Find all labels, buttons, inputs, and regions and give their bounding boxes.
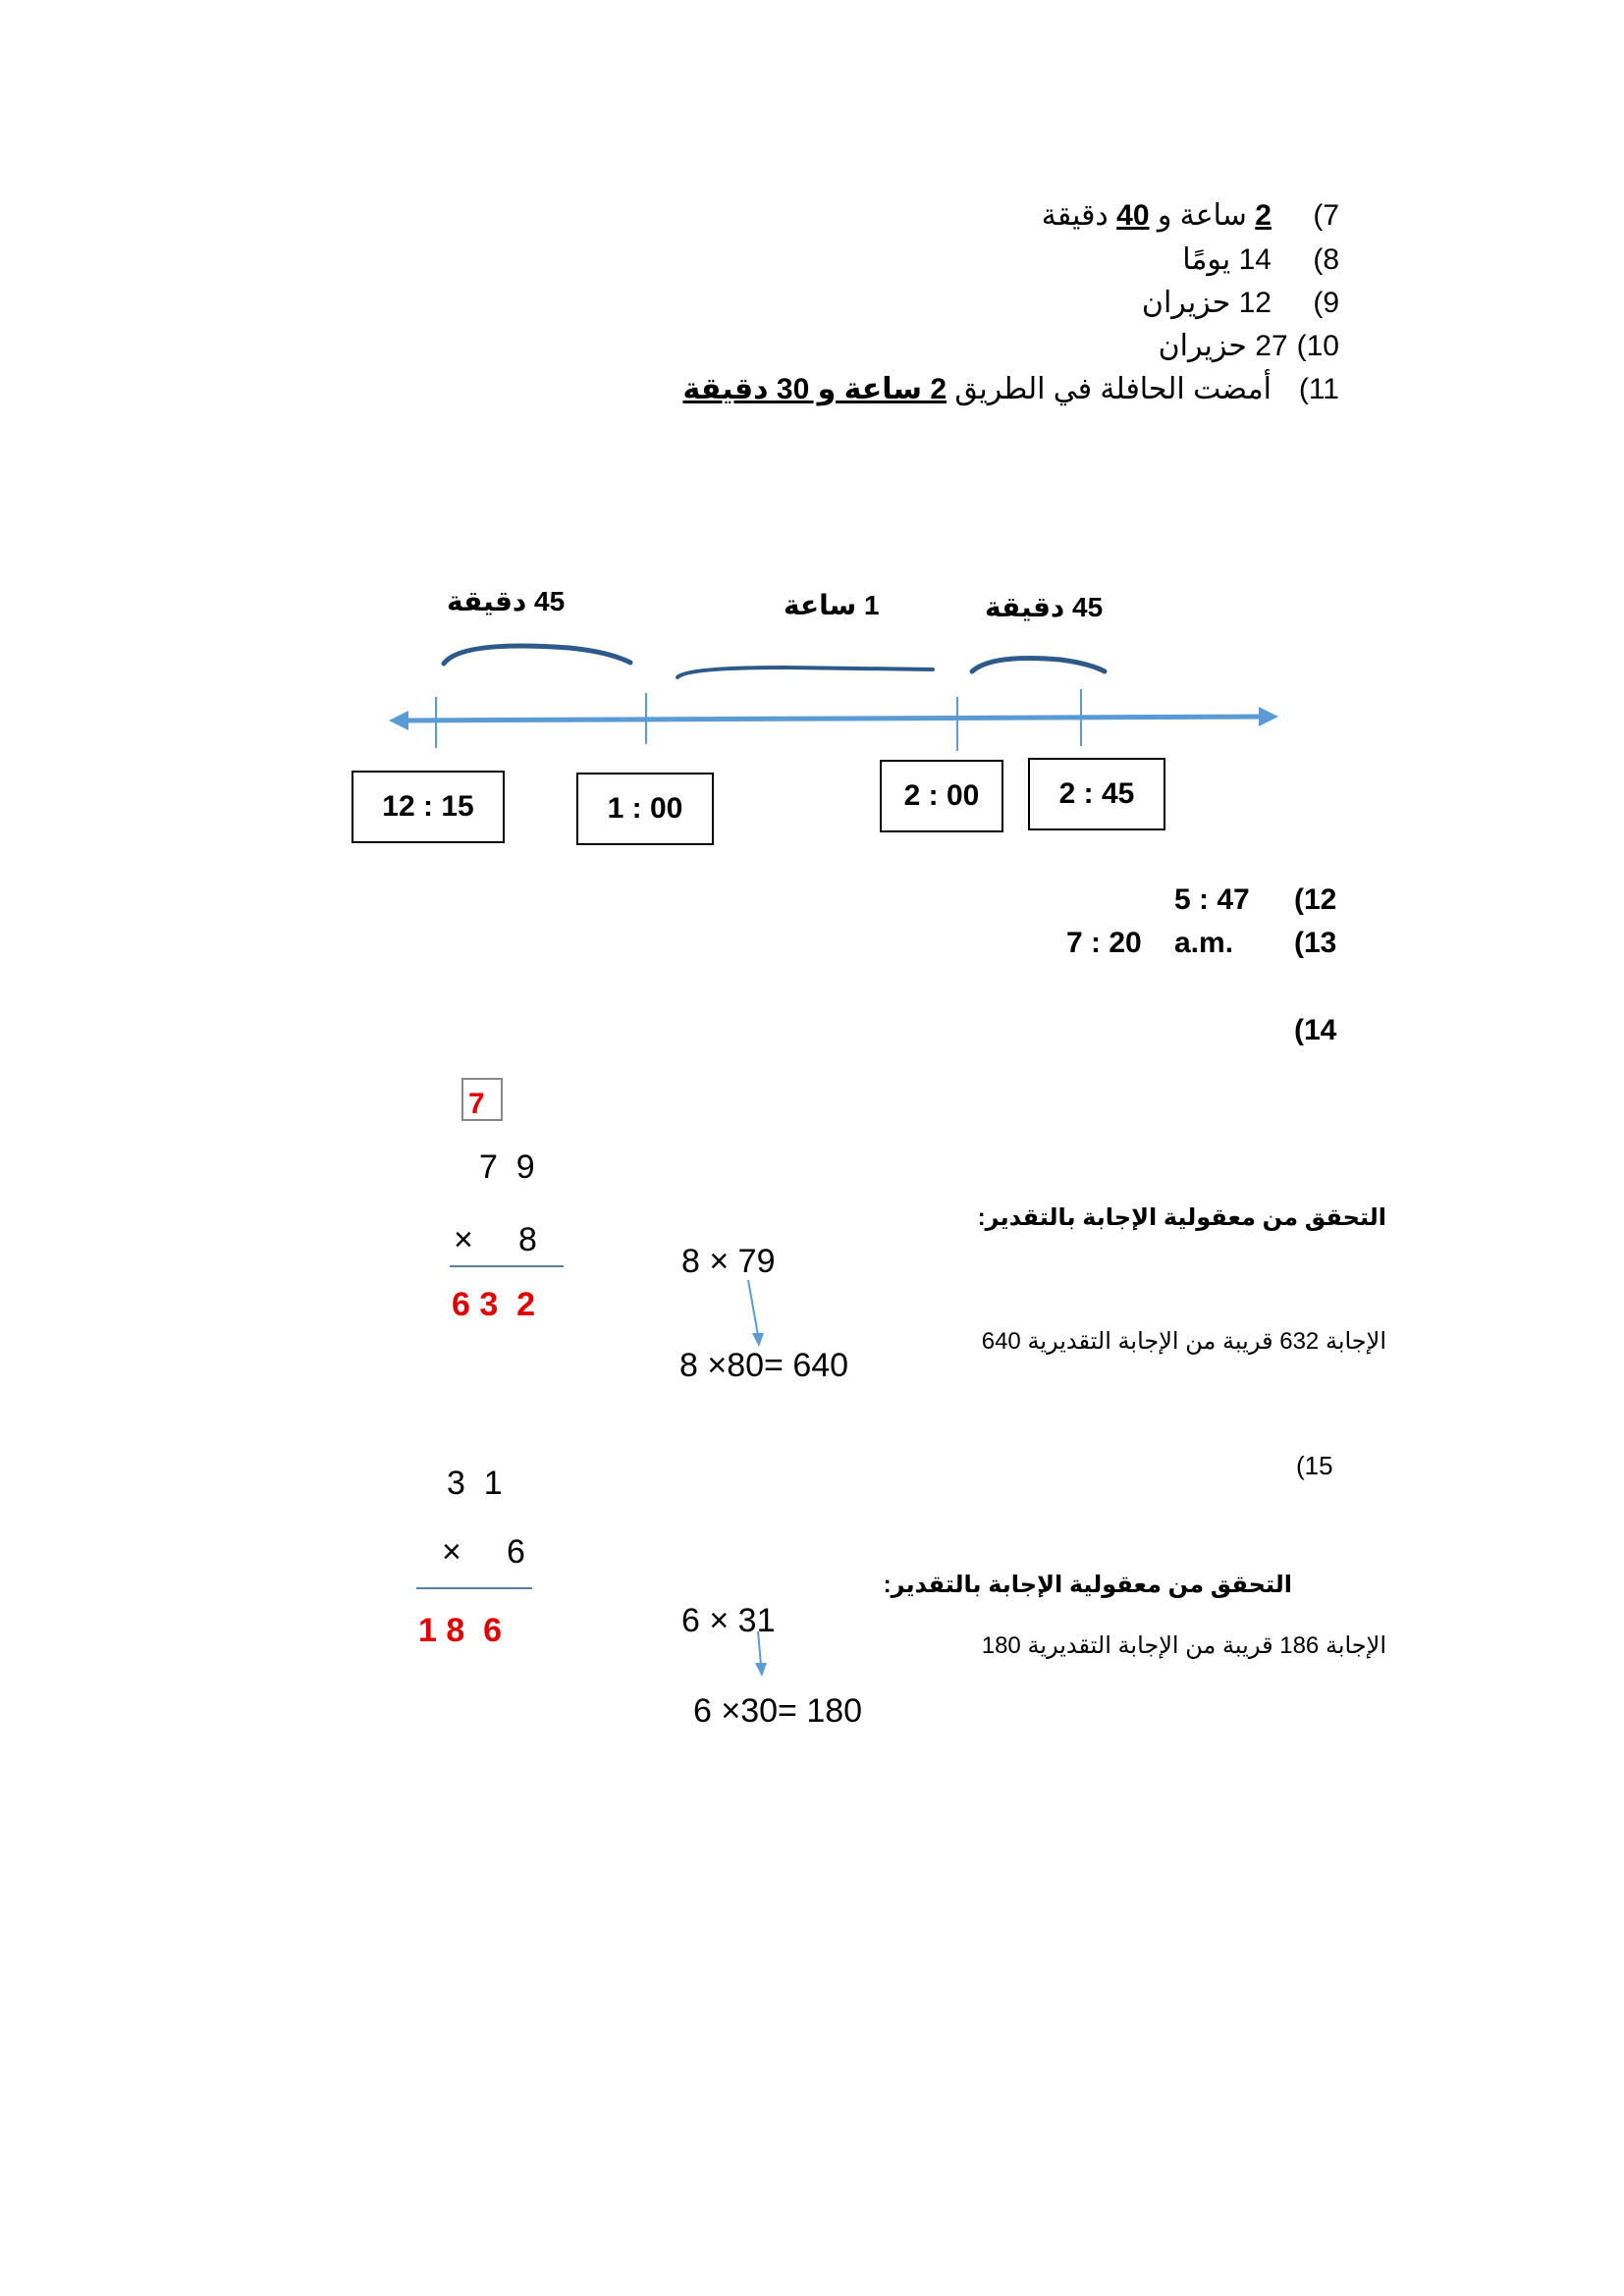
- right-arrowhead: [1259, 707, 1278, 726]
- time-box-1215: 12 : 15: [352, 771, 505, 843]
- answer-text: 27 حزيران: [1158, 330, 1288, 362]
- q14-number: (14: [1294, 1014, 1337, 1046]
- answer-highlight: 2 ساعة و 30 دقيقة: [682, 373, 947, 405]
- q14-bottom-number: 8: [518, 1221, 537, 1258]
- number-line: [401, 717, 1267, 721]
- q14-result: 6 3 2: [452, 1286, 536, 1323]
- q15-estimate-arrow: [736, 1629, 795, 1684]
- q15-estimate-expression: 6 × 31: [681, 1602, 776, 1639]
- item-number: 8): [1313, 243, 1339, 276]
- item-number: 9): [1313, 287, 1339, 319]
- q14-estimate-expression: 8 × 79: [681, 1243, 776, 1280]
- q15-estimate-rounded: 6 ×30= 180: [693, 1692, 863, 1730]
- q14-estimate-arrow: [727, 1276, 785, 1355]
- q15-check-text: الإجابة 186 قريبة من الإجابة التقديرية 180: [981, 1632, 1386, 1659]
- item-number: 11): [1298, 373, 1339, 405]
- q15-result-line: [416, 1587, 532, 1589]
- brace-first-segment: [444, 646, 630, 664]
- timeline-graphic: [0, 0, 1624, 883]
- time-box-100: 1 : 00: [576, 773, 714, 845]
- q15-top-number: 3 1: [447, 1465, 503, 1502]
- q13-time: 7 : 20: [1066, 927, 1142, 959]
- answer-text: 14 يومًا: [1182, 243, 1272, 276]
- time-box-200: 2 : 00: [880, 760, 1003, 832]
- q15-number: (15: [1296, 1451, 1333, 1480]
- q14-estimate-rounded: 8 ×80= 640: [679, 1347, 849, 1384]
- q14-carry-box: [461, 1078, 503, 1121]
- minutes-word: دقيقة: [1041, 199, 1109, 232]
- q14-multiply-sign: ×: [454, 1221, 473, 1258]
- segment-label-3: 45 دقيقة: [985, 592, 1104, 622]
- q13-number: (13: [1294, 927, 1337, 959]
- q14-check-title: التحقق من معقولية الإجابة بالتقدير:: [977, 1204, 1386, 1231]
- item-number: 7): [1313, 199, 1339, 232]
- item-number: 10): [1296, 330, 1339, 362]
- q14-carry-digit: 7: [468, 1088, 485, 1120]
- q15-bottom-number: 6: [507, 1533, 525, 1571]
- left-arrowhead: [389, 711, 408, 730]
- brace-third-segment: [972, 659, 1105, 672]
- q13-suffix: a.m.: [1174, 927, 1234, 959]
- brace-second-segment: [677, 667, 933, 677]
- q15-multiply-sign: ×: [442, 1533, 461, 1571]
- q12-number: (12: [1294, 883, 1337, 916]
- segment-label-2: 1 ساعة: [784, 590, 880, 620]
- q14-result-line: [450, 1265, 564, 1267]
- hours-value: 2: [1255, 199, 1272, 232]
- q12-answer: 5 : 47: [1174, 883, 1250, 916]
- q15-result: 1 8 6: [418, 1612, 503, 1649]
- segment-label-1: 45 دقيقة: [447, 586, 566, 616]
- q15-check-title: التحقق من معقولية الإجابة بالتقدير:: [883, 1572, 1292, 1598]
- answer-text: أمضت الحافلة في الطريق: [954, 373, 1272, 405]
- hours-word: ساعة و: [1157, 199, 1247, 232]
- q14-top-number: 7 9: [479, 1148, 535, 1186]
- q14-check-text: الإجابة 632 قريبة من الإجابة التقديرية 640: [981, 1328, 1386, 1355]
- answer-text: 12 حزيران: [1141, 287, 1272, 319]
- minutes-value: 40: [1116, 199, 1150, 232]
- time-box-245: 2 : 45: [1028, 758, 1165, 830]
